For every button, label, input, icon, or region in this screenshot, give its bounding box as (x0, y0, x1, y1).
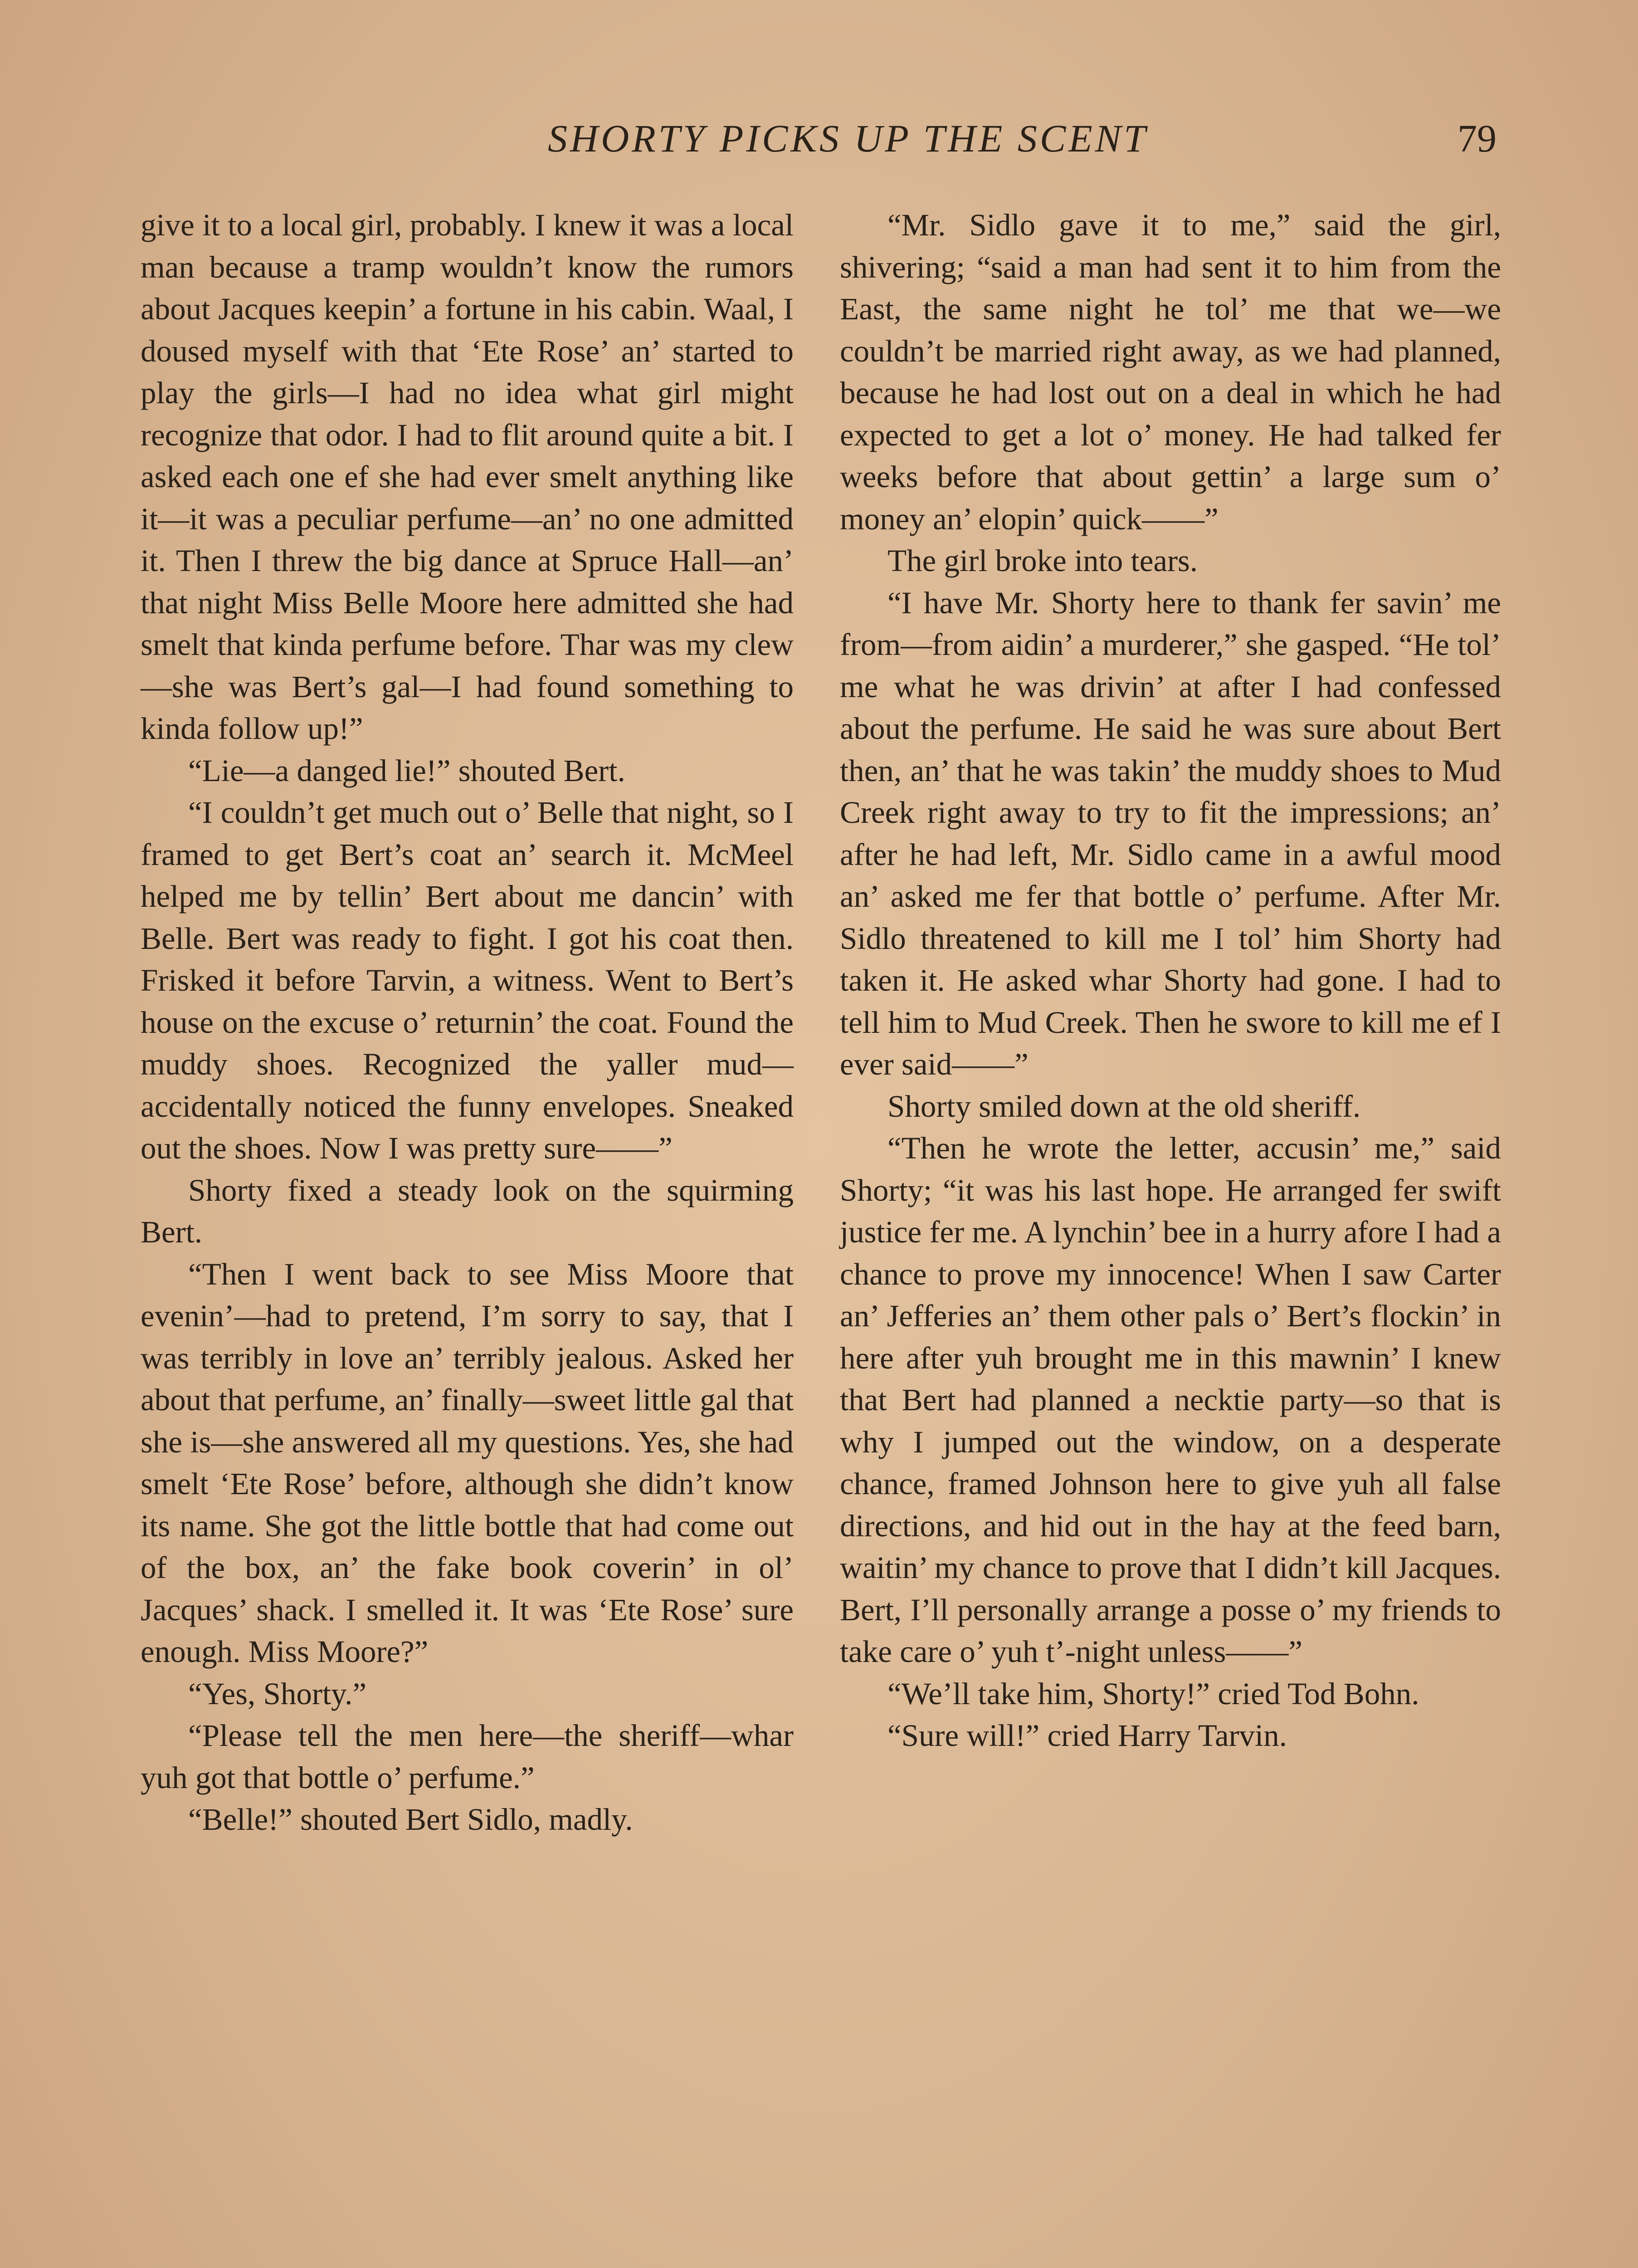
paragraph: “Lie—a danged lie!” shouted Bert. (188, 753, 625, 788)
paragraph: “Mr. Sidlo gave it to me,” said the girl, shivering; “said a man had sent it to him from the East, the same night he tol’ me that we—we couldn’t be married right away, as we had planned, because he had lost out on a deal in which he had expected to get a lot o’ money. He had talked fer weeks before that about gettin’ a large sum o’ money an’ elopin’ quick——” (840, 208, 1501, 536)
running-title: SHORTY PICKS UP THE SCENT (548, 117, 1148, 160)
page-number: 79 (1458, 117, 1497, 160)
paragraph: “We’ll take him, Shorty!” cried Tod Bohn. (887, 1676, 1419, 1711)
paragraph: “Sure will!” cried Harry Tarvin. (887, 1718, 1287, 1753)
paragraph: “Then I went back to see Miss Moore that evenin’—had to pretend, I’m sorry to say, that I was terribly in love an’ terribly jealous. Asked her about that perfume, an’ finally—sweet little gal that she is—she answered all my questions. Yes, she had smelt ‘Ete Rose’ before, although she didn’t know its name. She got the little bottle that had come out of the box, an’ the fake book coverin’ in ol’ Jacques’ shack. I smelled it. It was ‘Ete Rose’ sure enough. Miss Moore?” (141, 1256, 794, 1669)
left-column (141, 204, 794, 1841)
paragraph: “Then he wrote the letter, accusin’ me,” said Shorty; “it was his last hope. He arranged fer swift justice fer me. A lynchin’ bee in a hurry afore I had a chance to prove my innocence! When I saw Carter an’ Jefferies an’ them other pals o’ Bert’s flockin’ in here after yuh brought me in this mawnin’ I knew that Bert had planned a necktie party—so that is why I jumped out the window, on a desperate chance, framed Johnson here to give yuh all false directions, and hid out in the hay at the feed barn, waitin’ my chance to prove that I didn’t kill Jacques. Bert, I’ll personally arrange a posse o’ my friends to take care o’ yuh t’-night unless——” (840, 1131, 1501, 1669)
paragraph: Shorty smiled down at the old sheriff. (887, 1089, 1361, 1124)
paragraph: give it to a local girl, probably. I knew it was a local man because a tramp wouldn’t know the rumors about Jacques keepin’ a fortune in his cabin. Waal, I doused myself with that ‘Ete Rose’ an’ started to play the girls—I had no idea what girl might recognize that odor. I had to flit around quite a bit. I asked each one ef she had ever smelt anything like it—it was a peculiar perfume—an’ no one admitted it. Then I threw the big dance at Spruce Hall—an’ that night Miss Belle Moore here admitted she had smelt that kinda perfume before. Thar was my clew—she was Bert’s gal—I had found something to kinda follow up!” (141, 208, 794, 746)
paragraph: The girl broke into tears. (887, 543, 1198, 578)
right-column (840, 204, 1501, 1757)
paragraph: “Belle!” shouted Bert Sidlo, madly. (188, 1802, 633, 1837)
paragraph: “I have Mr. Shorty here to thank fer savin’ me from—from aidin’ a murderer,” she gasped. “He tol’ me what he was drivin’ at after I had confessed about the perfume. He said he was sure about Bert then, an’ that he was takin’ the muddy shoes to Mud Creek right away to try to fit the impressions; an’ after he had left, Mr. Sidlo came in a awful mood an’ asked me fer that bottle o’ perfume. After Mr. Sidlo threatened to kill me I tol’ him Shorty had taken it. He asked whar Shorty had gone. I had to tell him to Mud Creek. Then he swore to kill me ef I ever said——” (840, 585, 1501, 1081)
paragraph: Shorty fixed a steady look on the squirming Bert. (141, 1173, 794, 1249)
page-header (141, 113, 1497, 163)
paragraph: “Yes, Shorty.” (188, 1676, 366, 1711)
paragraph: “Please tell the men here—the sheriff—whar yuh got that bottle o’ perfume.” (141, 1718, 794, 1795)
paragraph: “I couldn’t get much out o’ Belle that night, so I framed to get Bert’s coat an’ search it. McMeel helped me by tellin’ Bert about me dancin’ with Belle. Bert was ready to fight. I got his coat then. Frisked it before Tarvin, a witness. Went to Bert’s house on the excuse o’ returnin’ the coat. Found the muddy shoes. Recognized the yaller mud—accidentally noticed the funny envelopes. Sneaked out the shoes. Now I was pretty sure——” (141, 795, 794, 1165)
